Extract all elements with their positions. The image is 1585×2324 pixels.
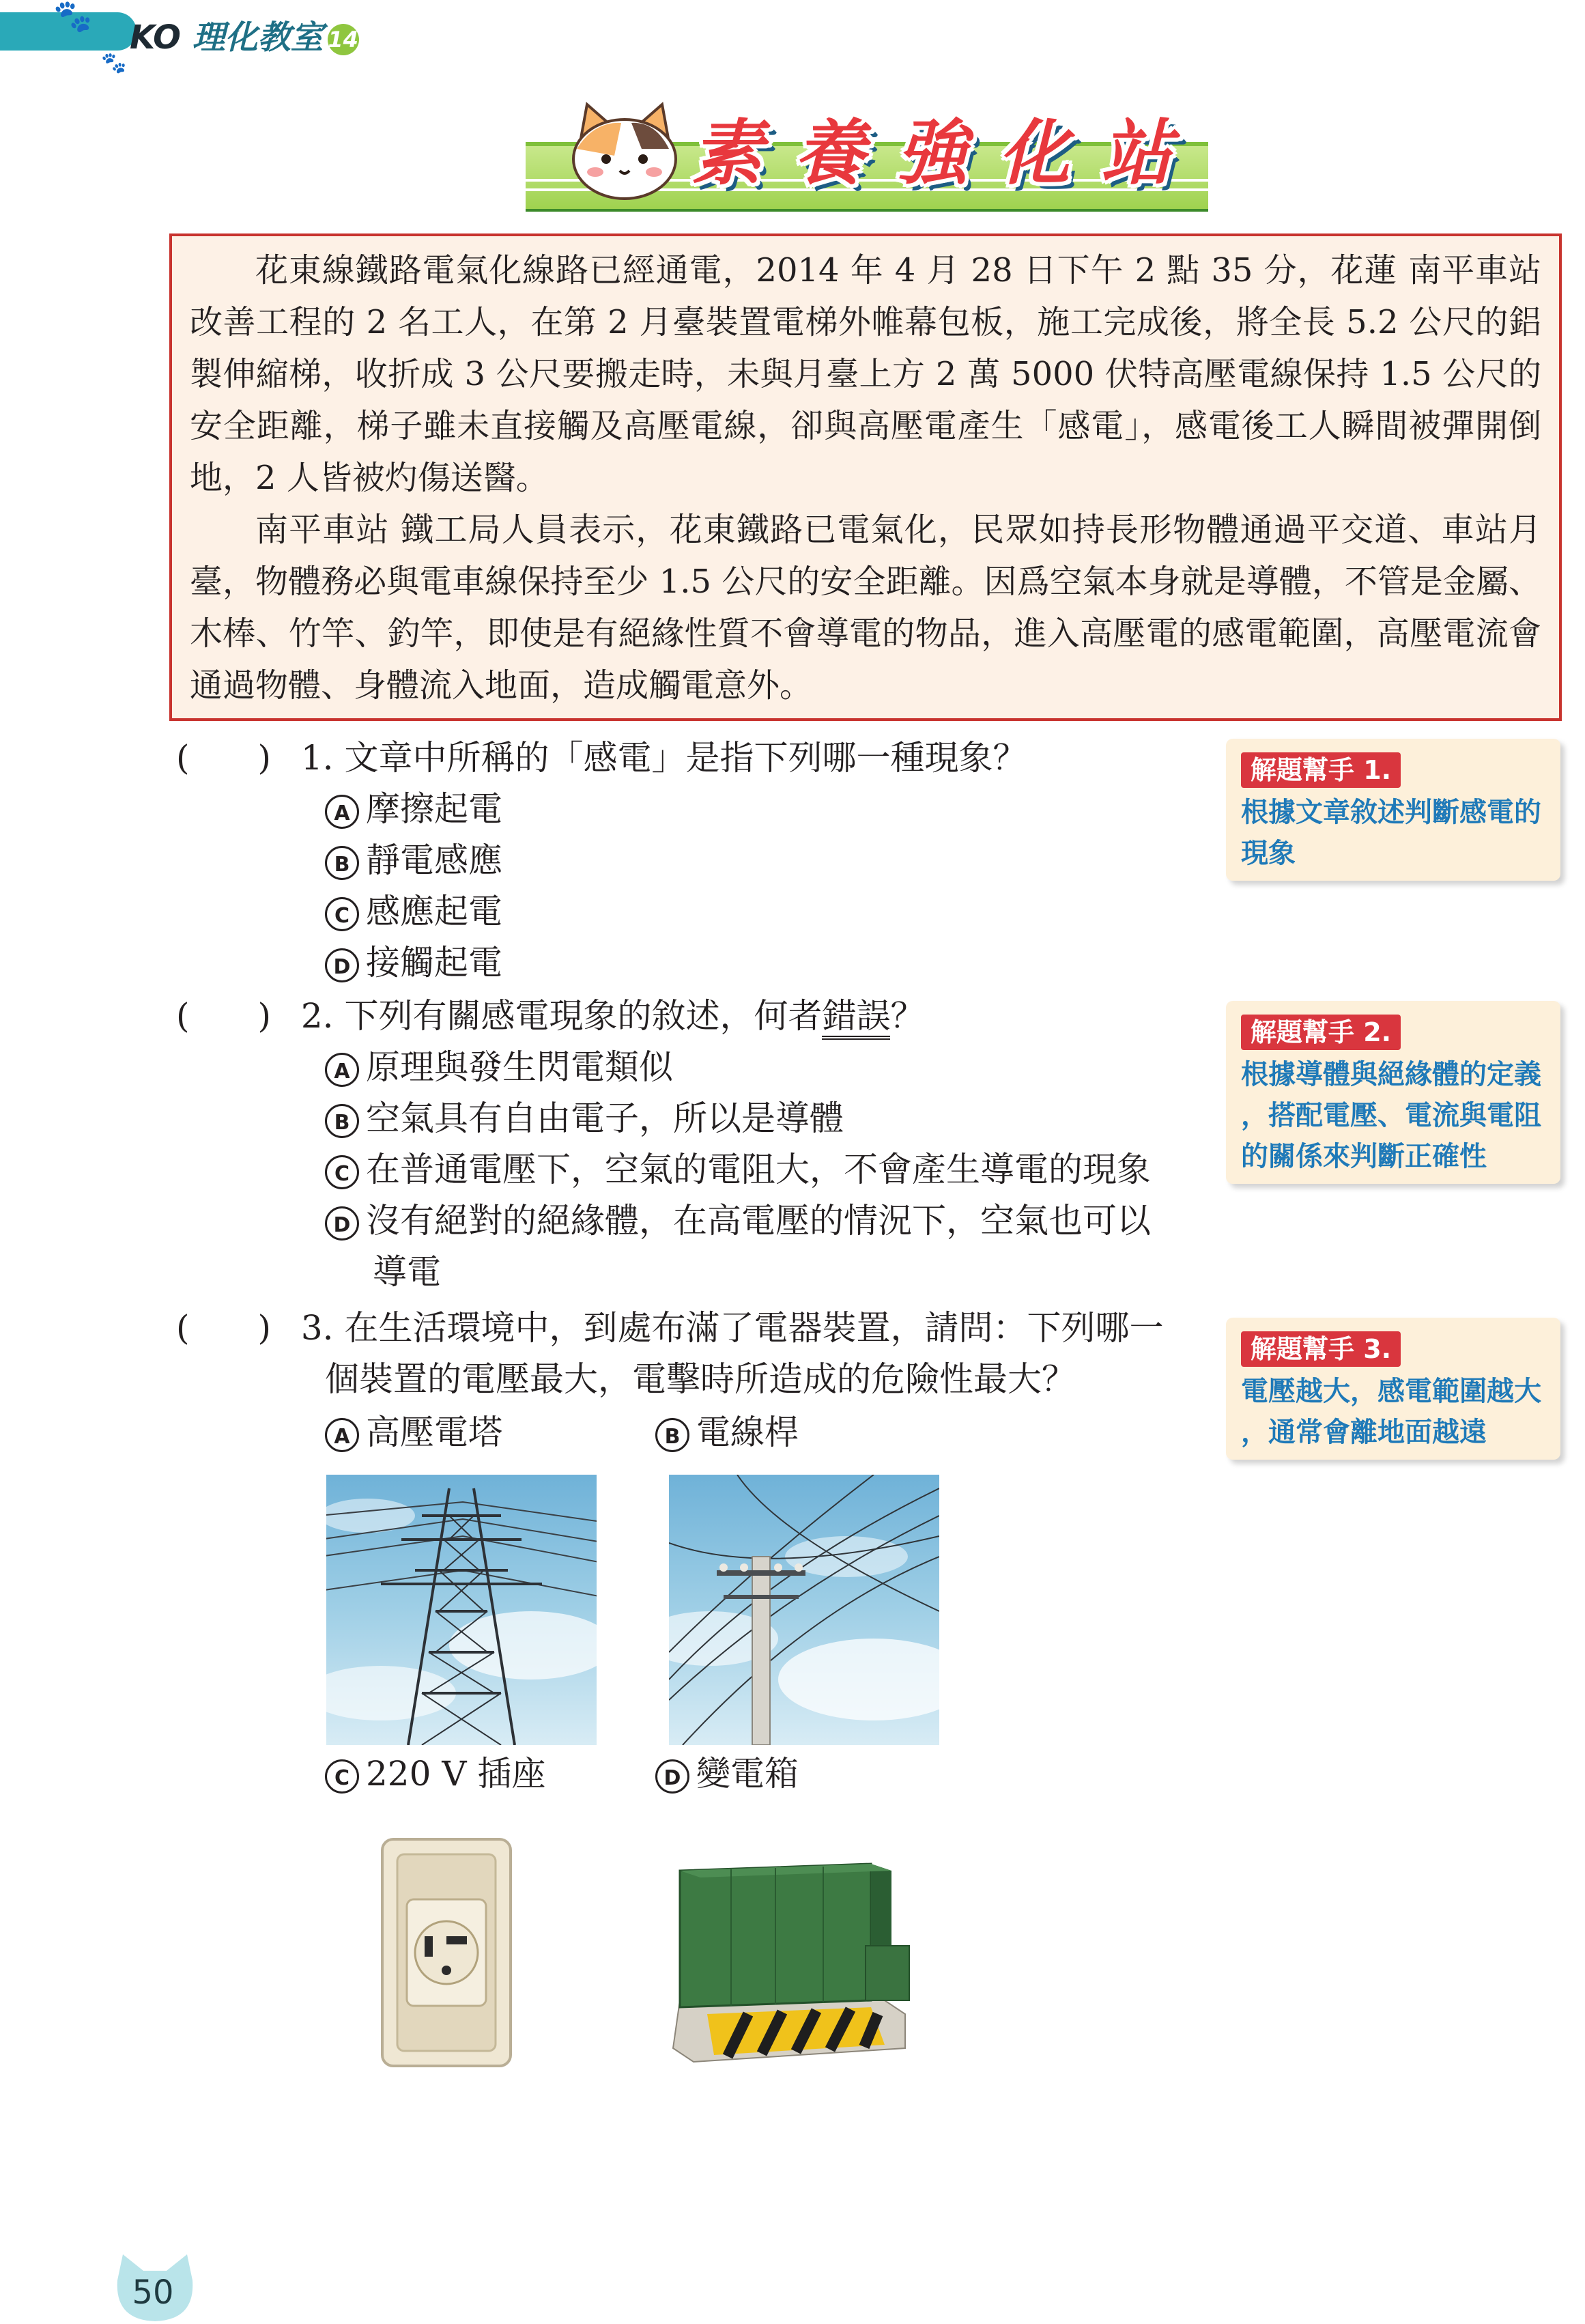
option-mark: A: [325, 1053, 359, 1087]
option-3c[interactable]: [325, 1753, 545, 1794]
title-char: 站: [1100, 111, 1172, 195]
option-1b[interactable]: [325, 840, 502, 881]
option-text: 在普通電壓下，空氣的電阻大，不會產生導電的現象: [366, 1150, 1151, 1189]
hint-text: 根據導體與絕緣體的定義 ，搭配電壓、電流與電阻 的關係來判斷正確性: [1241, 1059, 1541, 1172]
cat-mascot-icon: [567, 101, 683, 203]
option-text: 沒有絕對的絕緣體，在高電壓的情況下，空氣也可以: [366, 1201, 1151, 1241]
option-text: 變電箱: [696, 1754, 799, 1794]
page-number: 50: [132, 2273, 174, 2312]
option-mark: D: [325, 948, 359, 982]
option-1c[interactable]: [325, 891, 502, 932]
option-mark: B: [325, 1104, 359, 1138]
utility-pole-image: [669, 1475, 939, 1745]
option-text: 電線桿: [696, 1413, 799, 1452]
question-2: [176, 995, 924, 1036]
option-mark: C: [325, 1759, 359, 1794]
hint-box-2: [1226, 1001, 1560, 1184]
hint-text: 電壓越大，感電範圍越大 ，通常會離地面越遠: [1241, 1376, 1541, 1448]
option-mark: B: [325, 846, 359, 880]
option-text: 220 V 插座: [366, 1754, 546, 1794]
question-3: [176, 1307, 1163, 1348]
option-2d-continued: 導電: [373, 1252, 441, 1292]
answer-blank[interactable]: ( ): [176, 1308, 272, 1348]
option-text: 摩擦起電: [366, 789, 502, 829]
option-mark: D: [325, 1206, 359, 1241]
title-char: 素: [691, 111, 762, 195]
option-2a[interactable]: [325, 1047, 673, 1088]
paw-icon-small: 🐾: [101, 51, 127, 75]
option-3d[interactable]: [655, 1753, 799, 1794]
option-mark: C: [325, 1155, 359, 1189]
option-2c[interactable]: [325, 1149, 1151, 1190]
option-text: 高壓電塔: [366, 1413, 502, 1452]
article-box: [169, 233, 1562, 721]
hint-tag: 解題幫手 1.: [1241, 752, 1401, 788]
question-stem: 下列有關感電現象的敘述，何者: [344, 996, 823, 1036]
title-char: 養: [793, 111, 865, 195]
question-1: [176, 737, 1027, 778]
answer-blank[interactable]: ( ): [176, 738, 272, 778]
section-title: [683, 102, 1201, 198]
option-3a[interactable]: [325, 1412, 502, 1453]
hint-box-1: [1226, 739, 1560, 881]
option-text: 靜電感應: [366, 840, 502, 880]
option-2b[interactable]: [325, 1098, 844, 1139]
option-mark: A: [325, 795, 359, 829]
transformer-box-image: [666, 1843, 912, 2069]
hint-text: 根據文章敘述判斷感電的 現象: [1241, 797, 1541, 869]
header-title: 理化教室: [192, 18, 324, 57]
option-text: 接觸起電: [366, 943, 502, 982]
running-header: [130, 11, 359, 58]
emphasis-word: 錯誤: [822, 996, 890, 1040]
option-mark: A: [325, 1418, 359, 1452]
header-brand: KO: [130, 18, 181, 57]
question-stem-end: ？: [890, 996, 925, 1036]
hint-tag: 解題幫手 3.: [1241, 1331, 1401, 1367]
article-paragraph-1: 花東線鐵路電氣化線路已經通電，2014 年 4 月 28 日下午 2 點 35 分，花蓮 南平車站改善工程的 2 名工人，在第 2 月臺裝置電梯外帷幕包板，施工完成後，將全長 5.2 公尺的鋁製伸縮梯，收折成 3 公尺要搬走時，未與月臺上方 2 萬 5000 伏特高壓電線保持 1.5 公尺的安全距離，梯子雖未直接觸及高壓電線，卻與高壓電產生「感電」，感電後工人瞬間被彈開倒地，2 人皆被灼傷送醫。: [190, 251, 1541, 497]
option-mark: C: [325, 897, 359, 931]
question-number: 2.: [300, 996, 334, 1036]
question-3-stem-continued: 個裝置的電壓最大，電擊時所造成的危險性最大？: [325, 1359, 1076, 1399]
article-paragraph-2: 南平車站 鐵工局人員表示，花東鐵路已電氣化，民眾如持長形物體通過平交道、車站月臺，物體務必與電車線保持至少 1.5 公尺的安全距離。因爲空氣本身就是導體，不管是金屬、木棒、竹竿、釣竿，即使是有絕緣性質不會導電的物品，進入高壓電的感電範圍，高壓電流會通過物體、身體流入地面，造成觸電意外。: [190, 511, 1541, 705]
option-3b[interactable]: [655, 1412, 799, 1453]
option-text: 原理與發生閃電類似: [366, 1047, 673, 1087]
title-char: 強: [896, 111, 967, 195]
option-text: 空氣具有自由電子，所以是導體: [366, 1099, 844, 1138]
hint-tag: 解題幫手 2.: [1241, 1015, 1401, 1050]
question-stem: 在生活環境中，到處布滿了電器裝置，請問：下列哪一: [344, 1308, 1164, 1348]
title-char: 化: [998, 111, 1070, 195]
option-mark: B: [655, 1418, 689, 1452]
question-number: 3.: [300, 1308, 334, 1348]
option-1a[interactable]: [325, 789, 502, 830]
question-stem: 文章中所稱的「感電」是指下列哪一種現象？: [344, 738, 1027, 778]
hint-box-3: [1226, 1318, 1560, 1460]
option-1d[interactable]: [325, 942, 502, 983]
volume-badge: 14: [328, 24, 359, 55]
wall-socket-image: [380, 1837, 513, 2069]
answer-blank[interactable]: ( ): [176, 996, 272, 1036]
option-2d[interactable]: [325, 1200, 1151, 1241]
option-mark: D: [655, 1759, 689, 1794]
power-tower-image: [326, 1475, 597, 1745]
paw-icon: 🐾: [53, 0, 93, 34]
option-text: 感應起電: [366, 892, 502, 931]
question-number: 1.: [300, 738, 334, 778]
